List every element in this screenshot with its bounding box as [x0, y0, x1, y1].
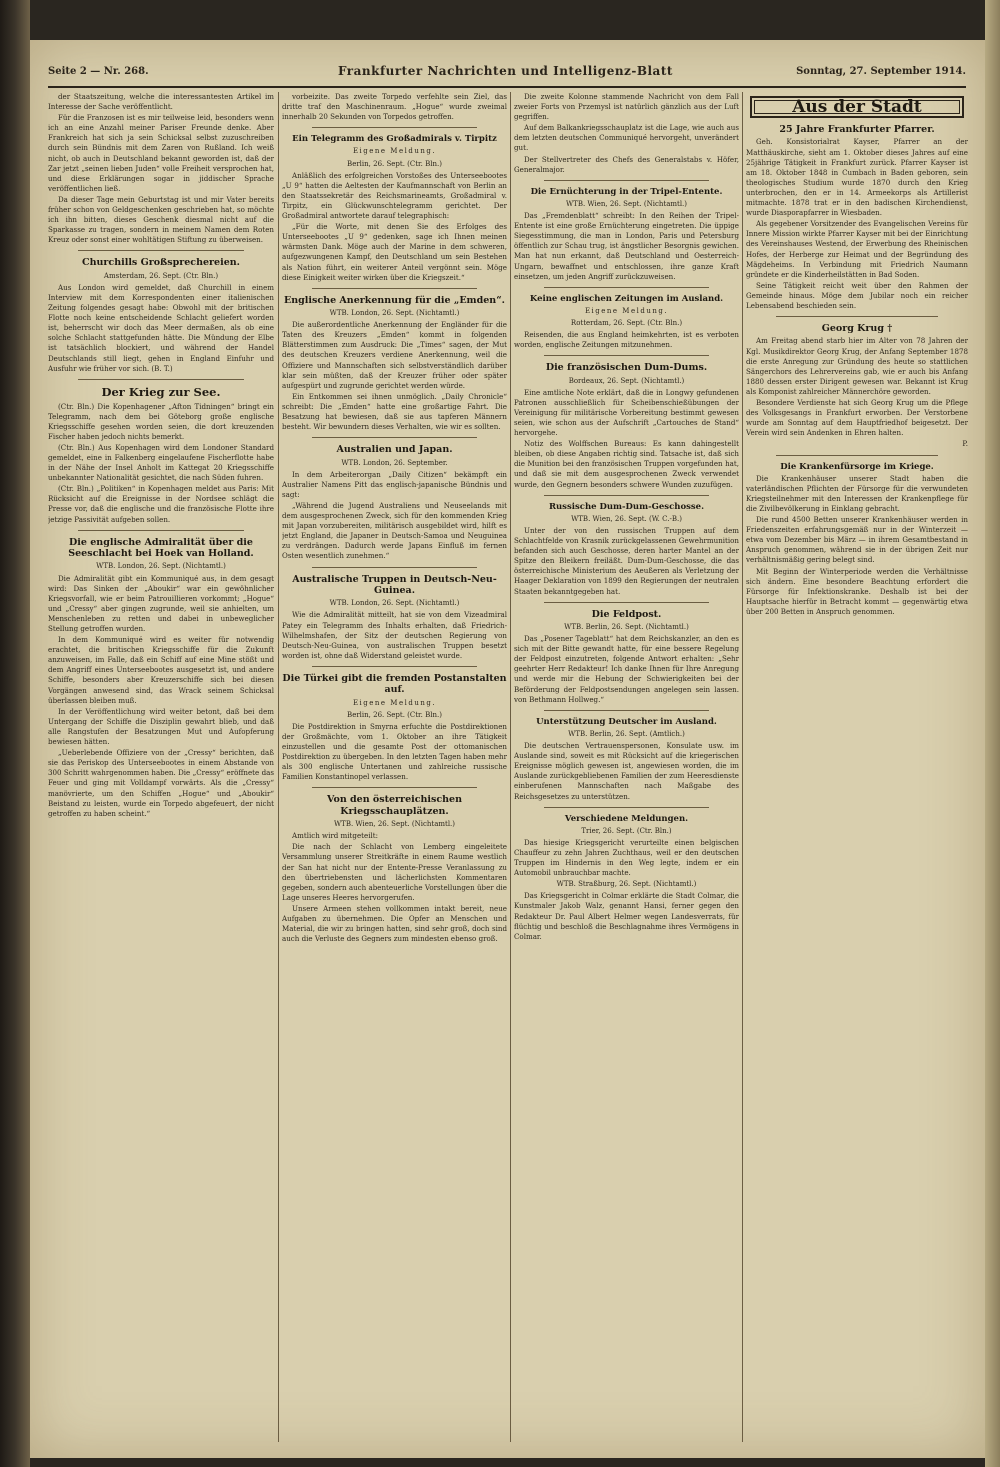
article-headline: Churchills Großsprechereien.	[82, 257, 240, 269]
article-paragraph: (Ctr. Bln.) „Politiken“ in Kopenhagen meldet aus Paris: Mit Rücksicht auf die Ereignisse in der Nordsee schlägt die Presse vor, daß die englische und die französische Flotte ihre jetzige Passivität aufgeben sollen.	[48, 484, 274, 524]
article-paragraph: In dem Arbeiterorgan „Daily Citizen“ bekämpft ein Australier Namens Pitt das englisch-japanische Bündnis und sagt:	[282, 469, 507, 499]
article-dateline: WTB. London, 26. Sept. (Nichtamtl.)	[329, 309, 460, 318]
article-headline: Von den österreichischen Kriegsschauplätzen.	[326, 794, 463, 817]
article-paragraph: (Ctr. Bln.) Aus Kopenhagen wird dem Londoner Standard gemeldet, eine in Falkenberg eingelaufene Fischerflotte habe in der Nähe der Insel Anholt im Kattegat 20 Kriegsschiffe unbekannter Nationalität gesichtet, die nach Süden fuhren.	[48, 442, 274, 483]
article-dateline: WTB. Wien, 26. Sept. (Nichtamtl.)	[333, 820, 456, 829]
newspaper-title: Frankfurter Nachrichten und Intelligenz-Blatt	[338, 64, 673, 78]
article-paragraph: Die außerordentliche Anerkennung der Engländer für die Taten des Kreuzers „Emden“ kommt in folgenden Blätterstimmen zum Ausdruck: Die „Times“ sagen, der Mut des deutschen Kreuzers verdiene Anerkennung, weil die Offiziere und Mannschaften sich selbstverständlich darüber klar sein müßten, daß der Kreuzer früher oder später aufgespürt und zugrunde gerichtet werden würde.	[282, 320, 507, 390]
article-headline: Der Krieg zur See.	[101, 384, 221, 399]
article-headline: Die Krankenfürsorge im Kriege.	[780, 461, 934, 472]
issue-date: Sonntag, 27. September 1914.	[796, 66, 966, 77]
article-paragraph: Das Kriegsgericht in Colmar erklärte die Stadt Colmar, die Kunstmaler Jakob Walz, genannt Hansi, ferner gegen den Redakteur Dr. Paul Albert Helmer wegen Landesverrats, für flüchtig und beschloß die Beschlagnahme ihres Vermögens in Colmar.	[514, 891, 739, 941]
column-rule	[278, 92, 279, 1442]
article-paragraph: Eine amtliche Note erklärt, daß die in Longwy gefundenen Patronen ausschließlich für Scheibenschießübungen der Vereinigung für militärische Vorbereitung bestimmt gewesen seien, wie schon aus der Aufschrift „Cartouches de Stand“ hervorgehe.	[514, 387, 739, 438]
newspaper-page	[30, 40, 985, 1458]
article-paragraph: Da dieser Tage mein Geburtstag ist und mir Vater bereits früher schon von Geldgeschenken geschrieben hat, so möchte ich ihn bitten, dieses Geschenk diesmal nicht auf die Sparkasse zu tragen, sondern in meinem Namen dem Roten Kreuz oder sonst einer wohltätigen Stiftung zu überweisen.	[48, 194, 274, 245]
article-separator	[776, 316, 938, 317]
article-paragraph: Seine Tätigkeit reicht weit über den Rahmen der Gemeinde hinaus. Möge dem Jubilar noch ein reicher Lebensabend beschieden sein.	[746, 280, 968, 310]
article-paragraph: Besondere Verdienste hat sich Georg Krug um die Pflege des Volksgesangs in Frankfurt erworben. Der Verstorbene wurde am Sonntag auf dem Hauptfriedhof beigesetzt. Der Verein wird sein Andenken in Ehren halten.	[746, 398, 968, 438]
article-separator	[312, 288, 477, 289]
article-dateline: WTB. Wien, 26. Sept. (W. C.-B.)	[571, 514, 682, 523]
article-separator	[544, 807, 709, 808]
article-paragraph: Das „Posener Tageblatt“ hat dem Reichskanzler, an den es sich mit der Bitte gewandt hatte, für eine bessere Regelung der Feldpost einzutreten, folgende Antwort erhalten: „Sehr geehrter Herr Redakteur! Ich danke Ihnen für Ihre Anregung und werde mir die Hebung der Schwierigkeiten bei der Beförderung der Feldpostsendungen angelegen sein lassen. von Bethmann Hollweg.“	[514, 634, 739, 704]
article-separator	[312, 567, 477, 568]
article-paragraph: In der Veröffentlichung wird weiter betont, daß bei dem Untergang der Schiffe die Disziplin gewahrt blieb, und daß alle Rangstufen der Besatzungen Mut und Aufopferung bewiesen hätten.	[48, 706, 274, 747]
article-dateline: WTB. Straßburg, 26. Sept. (Nichtamtl.)	[556, 880, 697, 889]
article-paragraph: Anläßlich des erfolgreichen Vorstoßes des Unterseebootes „U 9“ hatten die Aeltesten der Kaufmannschaft von Berlin an den Staatssekretär des Reichsmarineamts, Großadmiral v. Tirpitz, ein Glückwunschtelegramm gerichtet. Der Großadmiral antwortete darauf telegraphisch:	[282, 170, 507, 221]
article-paragraph: vorbeizite. Das zweite Torpedo verfehlte sein Ziel, das dritte traf den Maschinenraum. „Hogue“ wurde zweimal innerhalb 20 Sekunden von Torpedos getroffen.	[282, 92, 507, 122]
article-paragraph: Unsere Armeen stehen vollkommen intakt bereit, neue Aufgaben zu übernehmen. Die Opfer an Menschen und Material, die wir zu bringen hatten, sind sehr groß, doch sind auch die Verluste des Gegners zum mindesten ebenso groß.	[282, 903, 507, 944]
article-headline: Die englische Admiralität über die Seeschlacht bei Hoek van Holland.	[68, 536, 254, 560]
article-separator	[78, 530, 244, 531]
article-dateline: Berlin, 26. Sept. (Ctr. Bln.)	[347, 159, 442, 168]
article-paragraph: Amtlich wird mitgeteilt:	[292, 831, 378, 841]
article-dateline: WTB. London, 26. Sept. (Nichtamtl.)	[96, 562, 226, 571]
article-paragraph: der Staatszeitung, welche die interessantesten Artikel im Interesse der Sache veröffentlicht.	[48, 92, 274, 112]
section-title-box: Aus der Stadt	[750, 96, 964, 118]
article-headline: Unterstützung Deutscher im Ausland.	[536, 716, 717, 727]
column-1	[48, 92, 274, 1442]
article-paragraph: Die Krankenhäuser unserer Stadt haben die vaterländischen Pflichten der Fürsorge für die verwundeten Kriegsteilnehmer mit den Interessen der Krankenpflege für die Zivilbevölkerung in Einklang gebracht.	[746, 473, 968, 513]
page-number: Seite 2 — Nr. 268.	[48, 66, 149, 77]
page-right-edge	[985, 0, 1000, 1467]
article-headline: Ein Telegramm des Großadmirals v. Tirpitz	[292, 134, 497, 145]
article-headline: Die Türkei gibt die fremden Postanstalten auf.	[282, 672, 507, 696]
article-paragraph: Die nach der Schlacht von Lemberg eingeleitete Versammlung unserer Streitkräfte in einem Raume westlich der San hat nicht nur der Entente-Presse Veranlassung zu den übertriebensten und lächerlichsten Kommentaren gegeben, sondern auch abenteuerliche Vorstellungen über die Lage unseres Heeres hervorgerufen.	[282, 842, 507, 902]
article-paragraph: Für die Franzosen ist es mir teilweise leid, besonders wenn ich an eine Anzahl meiner Pariser Freunde denke. Aber Frankreich hat sich ja sein Schicksal selbst zuzuschreiben durch sein Bündnis mit dem Zaren von Rußland. Ich weiß nicht, ob auch in Deutschland bekannt geworden ist, daß der Zar jetzt „seinen lieben Juden“ volle Freiheit versprochen hat, und diese Erklärungen sogar in jiddischer Sprache veröffentlichen ließ.	[48, 113, 274, 193]
article-dateline: WTB. London, 26. Sept. (Nichtamtl.)	[329, 599, 460, 608]
article-dateline: Rotterdam, 26. Sept. (Ctr. Bln.)	[570, 318, 683, 327]
article-paragraph: Geh. Konsistorialrat Kayser, Pfarrer an der Matthäuskirche, sieht am 1. Oktober dieses Jahres auf eine 25jährige Tätigkeit in Frankfurt zurück. Pfarrer Kayser ist am 18. Oktober 1848 in Cumbach in Baden geboren, sein theologisches Studium wurde 1870 durch den Krieg unterbrochen, den er in 14. Armeekorps als Artillerist mitmachte. 1878 trat er in den badischen Kirchendienst, wurde Diasporapfarrer in Wiesbaden.	[746, 137, 968, 218]
article-separator	[312, 127, 477, 128]
article-separator	[544, 710, 709, 711]
article-separator	[78, 250, 244, 251]
article-headline: Die französischen Dum-Dums.	[545, 362, 708, 374]
article-separator	[544, 287, 709, 288]
article-paragraph: Notiz des Wolffschen Bureaus: Es kann dahingestellt bleiben, ob diese Angaben richtig sind. Tatsache ist, daß sich die Munition bei den französischen Truppen vorgefunden hat, und daß sie mit dem ausgesprochenen Zweck verwendet wurde, den Gegnern besonders schwere Wunden zuzufügen.	[514, 439, 739, 489]
article-paragraph: Aus London wird gemeldet, daß Churchill in einem Interview mit dem Korrespondenten einer italienischen Zeitung folgendes gesagt habe: Obwohl mit der britischen Flotte noch keine entscheidende Schlacht geliefert worden ist, beherrscht wir doch das Meer dermaßen, als ob eine solche Schlacht stattgefunden hätte. Die Mündung der Elbe ist tatsächlich blockiert, und während der Handel Deutschlands still liegt, gehen in England Einfuhr und Ausfuhr wie früher vor sich. (B. T.)	[48, 282, 274, 373]
article-dateline: WTB. Berlin, 26. Sept. (Amtlich.)	[568, 729, 685, 738]
article-headline: Georg Krug †	[821, 323, 893, 335]
article-paragraph: Ein Entkommen sei ihnen unmöglich. „Daily Chronicle“ schreibt: Die „Emden“ hatte eine großartige Fahrt. Die Besatzung hat bewiesen, daß sie aus tapferen Männern besteht. Wir bewundern dieses Verhalten, wie wir es sollten.	[282, 391, 507, 432]
article-separator	[544, 495, 709, 496]
article-paragraph: Das „Fremdenblatt“ schreibt: In den Reihen der Tripel-Entente ist eine große Ernüchterung eingetreten. Die üppige Siegesstimmung, die man in London, Paris und Petersburg öffentlich zur Schau trug, ist ängstlicher Besorgnis gewichen. Man hat nun erkannt, daß Deutschland und Oesterreich-Ungarn, bewaffnet und entschlossen, ihre ganze Kraft einsetzen, um jeden Angriff zurückzuweisen.	[514, 211, 739, 281]
article-dateline: WTB. Wien, 26. Sept. (Nichtamtl.)	[565, 199, 688, 208]
article-headline: Verschiedene Meldungen.	[564, 813, 689, 824]
article-separator	[544, 180, 709, 181]
article-separator	[312, 787, 477, 788]
article-headline: Die Ernüchterung in der Tripel-Entente.	[530, 186, 723, 197]
article-subline: Eigene Meldung.	[584, 306, 669, 315]
article-paragraph: Die Admiralität gibt ein Kommuniqué aus, in dem gesagt wird: Das Sinken der „Aboukir“ war ein gewöhnlicher Kriegsvorfall, wie er beim Patrouillieren vorkommt; „Hogue“ und „Cressy“ aber gingen zugrunde, weil sie anhielten, um Menschenleben zu retten und dabei in unbeweglicher Stellung getroffen wurden.	[48, 573, 274, 633]
article-dateline: Trier, 26. Sept. (Ctr. Bln.)	[581, 826, 672, 835]
article-headline: Australien und Japan.	[336, 444, 453, 456]
article-separator	[312, 437, 477, 438]
article-headline: 25 Jahre Frankfurter Pfarrer.	[779, 124, 935, 136]
article-separator	[312, 666, 477, 667]
article-dateline: WTB. London, 26. September.	[341, 458, 448, 467]
article-subline: Eigene Meldung.	[352, 147, 437, 156]
article-signature: Der Stellvertreter des Chefs des Generalstabs v. Höfer, Generalmajor.	[514, 154, 739, 174]
article-paragraph: (Ctr. Bln.) Die Kopenhagener „Afton Tidningen“ bringt ein Telegramm, nach dem bei Göteborg große englische Kriegsschiffe gesehen worden seien, die dort kreuzenden Fischer haben jedoch nichts bemerkt.	[48, 401, 274, 441]
article-headline: Die Feldpost.	[591, 608, 662, 620]
article-headline: Australische Truppen in Deutsch-Neu-Guinea.	[292, 573, 497, 596]
article-paragraph: Die zweite Kolonne stammende Nachricht von dem Fall zweier Forts von Przemysl ist natürlich gänzlich aus der Luft gegriffen.	[514, 92, 739, 122]
article-separator	[544, 602, 709, 603]
article-headline: Russische Dum-Dum-Geschosse.	[548, 501, 705, 512]
article-paragraph: Als gegebener Vorsitzender des Evangelischen Vereins für Innere Mission wirkte Pfarrer Kayser mit bei der Einrichtung des Vereinshauses Westend, der Erwerbung des Rheinischen Hofes, der Herberge zur Heimat und der Begründung des Mägdeheims. In Verbindung mit Friedrich Naumann gründete er die Kinderheilstätten in Bad Soden.	[746, 219, 968, 279]
article-paragraph: Die Postdirektion in Smyrna erfuchte die Postdirektionen der Großmächte, vom 1. Oktober an ihre Tätigkeit einzustellen und die gesamte Post der ottomanischen Postdirektion zu übergeben. In den letzten Tagen haben mehr als 300 englische Untertanen und zahlreiche russische Familien Konstantinopel verlassen.	[282, 721, 507, 782]
article-headline: Englische Anerkennung für die „Emden“.	[284, 294, 505, 306]
article-paragraph: Auf dem Balkankriegsschauplatz ist die Lage, wie auch aus dem letzten deutschen Communiqué hervorgeht, unverändert gut.	[514, 123, 739, 153]
article-headline: Keine englischen Zeitungen im Ausland.	[529, 293, 724, 304]
article-paragraph: In dem Kommuniqué wird es weiter für notwendig erachtet, die britischen Kriegsschiffe für die Zukunft anzuweisen, im Falle, daß ein Schiff auf eine Mine stößt und dem Angriff eines Unterseebootes ausgesetzt ist, und andere Schiffe, besonders aber Kreuzerschiffe sich bei diesen Vorgängen anwesend sind, das Wrack seinem Schicksal überlassen bleiben muß.	[48, 635, 274, 705]
article-separator	[776, 455, 938, 456]
article-dateline: WTB. Berlin, 26. Sept. (Nichtamtl.)	[564, 623, 689, 631]
column-rule	[742, 92, 743, 1442]
article-paragraph: Das hiesige Kriegsgericht verurteilte einen belgischen Chauffeur zu zehn Jahren Zuchthaus, weil er den deutschen Truppen im Hindernis in den Weg legte, indem er ein Automobil unbrauchbar machte.	[514, 837, 739, 878]
article-dateline: Berlin, 26. Sept. (Ctr. Bln.)	[347, 710, 442, 719]
article-paragraph: „Während die Jugend Australiens und Neuseelands mit dem ausgesprochenen Zweck, sich für den kommenden Krieg mit Japan vorzubereiten, militärisch ausgebildet wird, hilft es jetzt England, die Japaner in Deutsch-Samoa und Neuguinea zu verdrängen. Dadurch werde Japans Einfluß im fernen Osten wesentlich zunehmen.“	[282, 500, 507, 561]
masthead	[48, 62, 966, 88]
article-paragraph: Am Freitag abend starb hier im Alter von 78 Jahren der Kgl. Musikdirektor Georg Krug, der Anfang September 1878 die erste Anregung zur Gründung des heute so stattlichen Sängerchors des Lehrervereins gab, wie er auch bis Anfang 1880 dessen erster Dirigent gewesen war. Bekannt ist Krug als Komponist zahlreicher Männerchöre geworden.	[746, 336, 968, 396]
column-3	[514, 92, 739, 1442]
article-paragraph: Reisenden, die aus England heimkehrten, ist es verboten worden, englische Zeitungen mitzunehmen.	[514, 330, 739, 350]
article-paragraph: Die rund 4500 Betten unserer Krankenhäuser werden in Friedenszeiten erfahrungsgemäß nur in der Winterzeit — etwa vom Dezember bis März — in ihrem Gesamtbestand in Anspruch genommen, während sie in der übrigen Zeit nur verhältnismäßig gering belegt sind.	[746, 515, 968, 565]
article-signature: P.	[962, 439, 968, 449]
article-paragraph: Mit Beginn der Winterperiode werden die Verhältnisse sich ändern. Eine besondere Beachtung erfordert die Fürsorge für Infektionskranke. Deshalb ist bei der Hauptsache hierfür in Betracht kommt — gegenwärtig etwa über 200 Betten in Anspruch genommen.	[746, 566, 968, 616]
article-paragraph: „Ueberlebende Offiziere von der „Cressy“ berichten, daß sie das Periskop des Unterseebootes in einem Abstande von 300 Schritt wahrgenommen haben. Die „Cressy“ eröffnete das Feuer und ging mit Volldampf vorwärts. Als die „Cressy“ manövrierte, um den Schiffen „Hogue“ und „Aboukir“ Beistand zu leisten, wurde ein Torpedo abgefeuert, der nicht getroffen zu haben scheint.“	[48, 748, 274, 818]
column-rule	[510, 92, 511, 1442]
column-2	[282, 92, 507, 1442]
article-paragraph: „Für die Worte, mit denen Sie des Erfolges des Unterseebootes „U 9“ gedenken, sage ich Ihnen meinen wärmsten Dank. Möge auch der Marine in dem schweren, aufgezwungenen Kampf, den Deutschland um sein Bestehen als Nation führt, ein weiterer Anteil vergönnt sein. Möge diese Einigkeit weiter wirken über die Kriegszeit.“	[282, 222, 507, 282]
article-separator	[544, 355, 709, 356]
article-paragraph: Wie die Admiralität mitteilt, hat sie von dem Vizeadmiral Patey ein Telegramm des Inhalts erhalten, daß Friedrich-Wilhelmshafen, der Sitz der deutschen Regierung von Deutsch-Neu-Guinea, von australischen Truppen besetzt worden ist, ohne daß Widerstand geleistet wurde.	[282, 610, 507, 660]
page-binding-edge	[0, 0, 30, 1467]
article-dateline: Amsterdam, 26. Sept. (Ctr. Bln.)	[103, 271, 219, 280]
article-dateline: Bordeaux, 26. Sept. (Nichtamtl.)	[568, 376, 685, 385]
article-paragraph: Unter der von den russischen Truppen auf dem Schlachtfelde von Krasnik zurückgelassenen Gewehrmunition befanden sich auch Geschosse, deren harter Mantel an der Spitze den Bleikern freiläßt. Dum-Dum-Geschosse, die das österreichische Ministerium des Aeußeren als Verletzung der Haager Deklaration von 1899 den Regierungen der neutralen Staaten bekanntgegeben hat.	[514, 525, 739, 596]
article-separator	[78, 379, 244, 380]
article-paragraph: Die deutschen Vertrauenspersonen, Konsulate usw. im Auslande sind, soweit es mit Rücksicht auf die kriegerischen Ereignisse möglich gewesen ist, angewiesen worden, die im Auslande zurückgebliebenen Familien der zum Heeresdienste einberufenen Mannschaften nach Maßgabe des Reichsgesetzes zu unterstützen.	[514, 741, 739, 801]
article-subline: Eigene Meldung.	[352, 698, 437, 707]
column-4	[746, 92, 968, 1442]
